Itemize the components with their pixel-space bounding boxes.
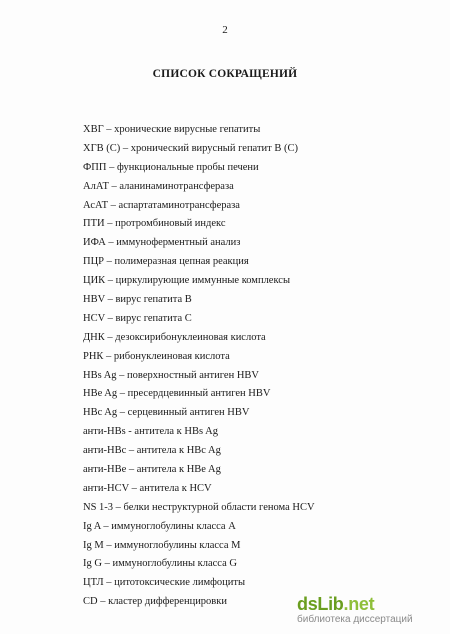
abbreviation-item: NS 1-3 – белки неструктурной области генома HCV	[83, 501, 315, 513]
abbreviation-item: HBs Ag – поверхностный антиген HBV	[83, 369, 260, 381]
abbreviation-item: АлАТ – аланинаминотрансфераза	[83, 180, 234, 192]
abbreviation-item: ХГВ (С) – хронический вирусный гепатит В (С)	[83, 142, 298, 154]
abbreviation-item: анти-HCV – антитела к HCV	[83, 482, 212, 494]
abbreviation-item: CD – кластер дифференцировки	[83, 596, 227, 608]
abbreviation-item: РНК – рибонуклеиновая кислота	[83, 350, 230, 362]
watermark-subtitle: библиотека диссертаций	[297, 614, 413, 625]
abbreviation-item: анти-HBe – антитела к HBe Ag	[83, 464, 221, 476]
abbreviation-item: ПЦР – полимеразная цепная реакция	[83, 256, 249, 268]
abbreviation-item: ХВГ – хронические вирусные гепатиты	[83, 124, 261, 135]
abbreviation-item: HBe Ag – пресердцевинный антиген HBV	[83, 388, 271, 400]
abbreviation-item: HBV – вирус гепатита В	[83, 294, 192, 306]
watermark-logo-main: dsLib	[297, 594, 344, 614]
abbreviation-item: Ig A – иммуноглобулины класса А	[83, 520, 236, 532]
abbreviation-list	[83, 121, 315, 612]
page-title: СПИСОК СОКРАЩЕНИЙ	[152, 68, 298, 80]
abbreviation-item: анти-HBs - антитела к HBs Ag	[83, 426, 218, 438]
abbreviation-item: АсАТ – аспартатаминотрансфераза	[83, 199, 240, 211]
dslib-watermark	[297, 594, 442, 628]
abbreviation-item: ДНК – дезоксирибонуклеиновая кислота	[83, 331, 266, 343]
abbreviation-item: ПТИ – протромбиновый индекс	[83, 218, 226, 230]
abbreviation-item: HBc Ag – серцевинный антиген HBV	[83, 407, 250, 419]
abbreviation-item: ЦТЛ – цитотоксические лимфоциты	[83, 577, 246, 589]
abbreviation-item: HCV – вирус гепатита С	[83, 312, 192, 324]
page-number: 2	[222, 24, 228, 36]
abbreviation-item: Ig G – иммуноглобулины класса G	[83, 558, 237, 570]
watermark-logo-domain: .net	[343, 594, 375, 614]
abbreviation-item: ИФА – иммуноферментный анализ	[83, 237, 241, 249]
abbreviation-item: анти-HBc – антитела к HBc Ag	[83, 445, 221, 457]
abbreviation-item: ЦИК – циркулирующие иммунные комплексы	[83, 275, 291, 287]
abbreviation-item: Ig M – иммуноглобулины класса М	[83, 539, 241, 551]
abbreviation-item: ФПП – функциональные пробы печени	[83, 161, 259, 173]
watermark-logo	[297, 594, 374, 615]
